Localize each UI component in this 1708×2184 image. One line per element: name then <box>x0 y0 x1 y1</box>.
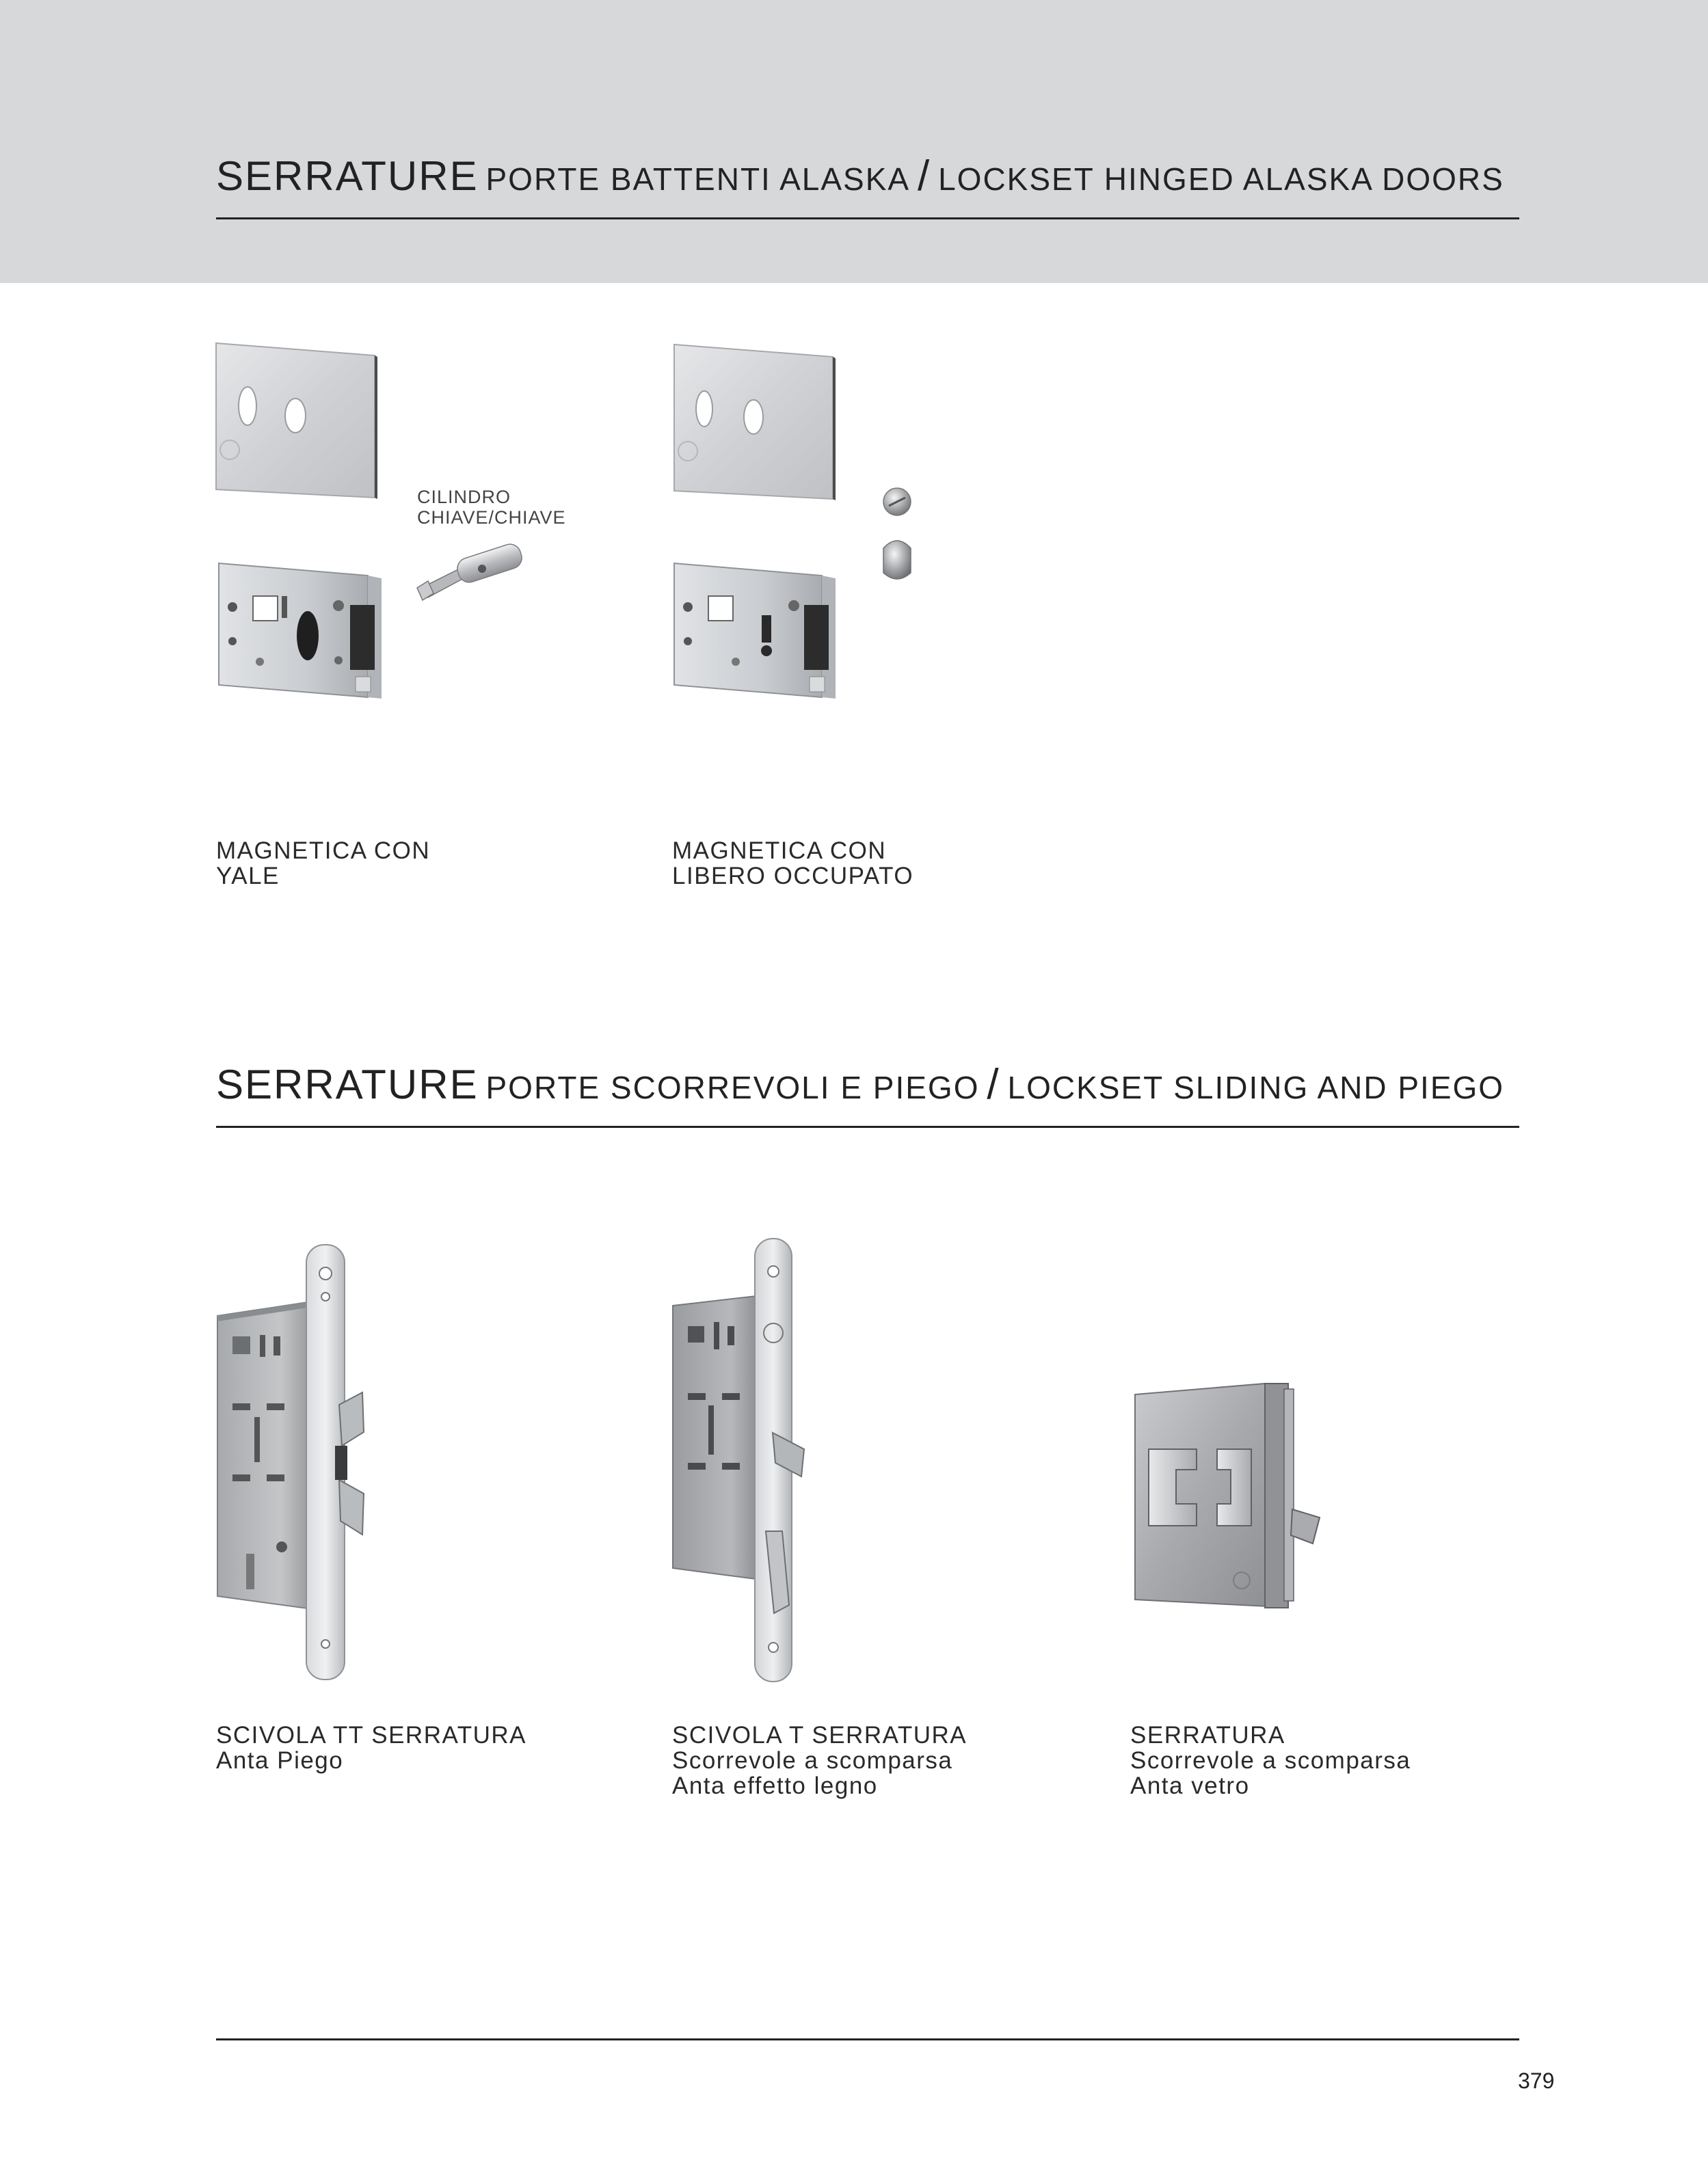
header-band <box>0 0 1708 283</box>
title-sub-it: PORTE SCORREVOLI E PIEGO <box>485 1070 980 1105</box>
page-number: 379 <box>1518 2068 1555 2093</box>
lock-scivola-tt-image <box>205 1234 383 1685</box>
key-cylinder-icon <box>417 541 524 600</box>
title-slash: / <box>917 152 931 200</box>
title-sub-en: LOCKSET HINGED ALASKA DOORS <box>938 161 1504 197</box>
cover-plate-icon <box>216 343 377 499</box>
title-slash: / <box>987 1061 1000 1108</box>
caption-serratura-glass: SERRATURA Scorrevole a scomparsa Anta vetro <box>1130 1722 1411 1799</box>
lock-body-icon <box>219 563 382 699</box>
section-title-hinged <box>216 152 1504 200</box>
cylinder-note: CILINDRO CHIAVE/CHIAVE <box>417 487 566 528</box>
title-rule-hinged <box>216 217 1519 219</box>
caption-magnetic-privacy: MAGNETICA CON LIBERO OCCUPATO <box>672 837 914 889</box>
caption-magnetic-yale: MAGNETICA CON YALE <box>216 837 431 889</box>
title-main: SERRATURE <box>216 153 479 199</box>
lock-glass-image <box>1121 1374 1340 1627</box>
cover-plate-icon <box>674 345 836 500</box>
lock-privacy-image <box>660 335 948 718</box>
privacy-knob-icon <box>883 488 911 579</box>
lock-scivola-t-image <box>660 1230 825 1688</box>
caption-scivola-t: SCIVOLA T SERRATURA Scorrevole a scomparsa Anta effetto legno <box>672 1722 968 1799</box>
title-sub-en: LOCKSET SLIDING AND PIEGO <box>1007 1070 1505 1105</box>
caption-scivola-tt: SCIVOLA TT SERRATURA Anta Piego <box>216 1722 526 1774</box>
title-sub-it: PORTE BATTENTI ALASKA <box>485 161 911 197</box>
lock-body-icon <box>674 563 836 699</box>
section-title-sliding <box>216 1060 1504 1109</box>
title-rule-sliding <box>216 1126 1519 1128</box>
footer-rule <box>216 2038 1519 2040</box>
title-main: SERRATURE <box>216 1062 479 1107</box>
